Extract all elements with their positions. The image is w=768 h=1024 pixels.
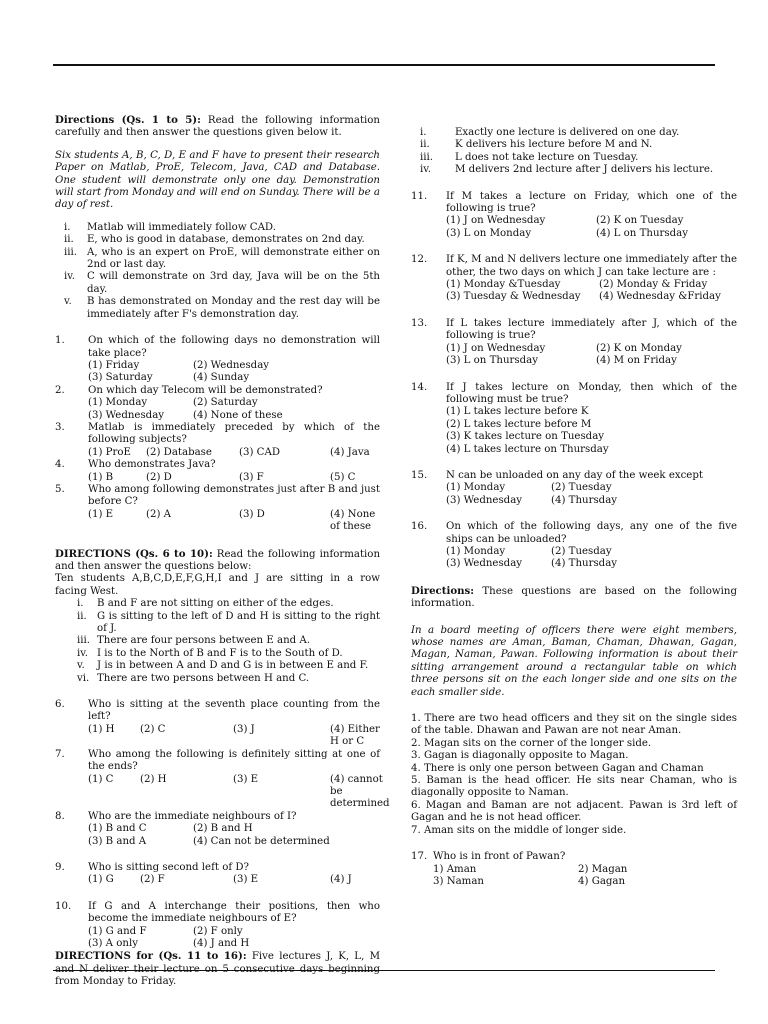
option[interactable]: (1) H bbox=[88, 723, 115, 735]
condition-item: ii. G is sitting to the left of D and H is sitting to the right of J. bbox=[77, 610, 380, 635]
condition-item: iv. I is to the North of B and F is to the South of D. bbox=[77, 647, 343, 659]
option[interactable]: (1) C bbox=[88, 773, 114, 785]
option[interactable]: (3) B and A bbox=[88, 835, 147, 847]
option[interactable]: 4) Gagan bbox=[578, 875, 626, 887]
option[interactable]: (2) F only bbox=[193, 925, 243, 937]
question-11: 11. If M takes a lecture on Friday, which one of the following is true? (1) J on Wednesday (2) K on Tuesday (3) L on Monday (4) L on Thursday bbox=[411, 190, 737, 239]
condition-item: ii. K delivers his lecture before M and N. bbox=[420, 139, 653, 151]
question-13: 13. If L takes lecture immediately after J, which of the following is true? (1) J on Wednesday (2) K on Monday (3) L on Thursday (4) M on Friday bbox=[411, 317, 737, 367]
condition-item: iii. L does not take lecture on Tuesday. bbox=[420, 151, 639, 163]
question-3: 3. Matlab is immediately preceded by which of the following subjects? (1) ProE (2) Database (3) CAD (4) Java bbox=[55, 421, 380, 458]
option[interactable]: (2) Saturday bbox=[193, 397, 258, 409]
condition-item: ii. E, who is good in database, demonstrates on 2nd day. bbox=[64, 234, 365, 246]
option[interactable]: (4) J bbox=[330, 874, 352, 886]
option[interactable]: (4) None of these bbox=[193, 409, 283, 421]
option[interactable]: (2) K on Tuesday bbox=[596, 215, 684, 227]
directions-2-line: Ten students A,B,C,D,E,F,G,H,I and J are sitting in a row facing West. bbox=[55, 573, 380, 597]
option[interactable]: (4) J and H bbox=[193, 937, 250, 949]
question-10: 10. If G and A interchange their positions, then who become the immediate neighbours of E? (1) G and F (2) F only (3) A only (4) J and H bbox=[55, 900, 380, 949]
option[interactable]: (2) H bbox=[140, 773, 167, 785]
option[interactable]: (1) ProE bbox=[88, 446, 131, 458]
option[interactable]: (1) L takes lecture before K bbox=[446, 406, 589, 418]
option[interactable]: (3) E bbox=[233, 874, 259, 886]
directions-2: DIRECTIONS (Qs. 6 to 10): Read the following information and then answer the questions below: bbox=[55, 547, 381, 572]
option[interactable]: (3) L on Thursday bbox=[446, 355, 538, 367]
option[interactable]: (1) Monday bbox=[88, 397, 148, 409]
option[interactable]: (1) J on Wednesday bbox=[446, 215, 546, 227]
option[interactable]: (3) F bbox=[239, 471, 264, 483]
option[interactable]: (4) Wednesday &Friday bbox=[599, 291, 721, 303]
question-14: 14. If J takes lecture on Monday, then which of the following must be true? (1) L takes lecture before K (2) L takes lecture before M (3) K takes lecture on Tuesday (4) L takes lecture on Thursday bbox=[411, 381, 737, 455]
condition-item: iii. There are four persons between E and A. bbox=[77, 635, 311, 647]
option[interactable]: (4) Sunday bbox=[193, 372, 250, 384]
condition-item: v. B has demonstrated on Monday and the rest day will be immediately after F's demonstration day. bbox=[64, 296, 380, 320]
option[interactable]: (1) Monday bbox=[446, 482, 506, 494]
question-4: 4. Who demonstrates Java? (1) B (2) D (3) F (5) C bbox=[55, 459, 380, 484]
option[interactable]: (1) G and F bbox=[88, 925, 147, 937]
passage-4: In a board meeting of officers there were eight members, whose names are Aman, Baman, Chaman, Dhawan, Gagan, Magan, Naman, Pawan. Following information is about their sitting arrangement around a rectangular table on which three persons sit on the each longer side and one sits on the each smaller side. bbox=[411, 624, 737, 698]
question-2: 2. On which day Telecom will be demonstrated? (1) Monday (2) Saturday (3) Wednesday (4) None of these bbox=[55, 385, 380, 422]
option[interactable]: (2) Tuesday bbox=[551, 545, 612, 557]
option[interactable]: (2) L takes lecture before M bbox=[446, 418, 592, 430]
directions-4: Directions: These questions are based on the following information. bbox=[411, 584, 737, 610]
question-6: 6. Who is sitting at the seventh place counting from the left? (1) H (2) C (3) J (4) Either H or C bbox=[55, 699, 380, 748]
option[interactable]: (1) Monday bbox=[446, 545, 506, 557]
option[interactable]: 2) Magan bbox=[578, 863, 628, 875]
option[interactable]: (2) Tuesday bbox=[551, 482, 612, 494]
option[interactable]: (2) Monday & Friday bbox=[599, 279, 708, 291]
option[interactable]: (3) E bbox=[233, 773, 259, 785]
fact-item: 3. Gagan is diagonally opposite to Magan. bbox=[411, 750, 629, 762]
option[interactable]: (4) M on Friday bbox=[596, 355, 677, 367]
bottom-rule bbox=[53, 970, 715, 971]
option[interactable]: (2) K on Monday bbox=[596, 342, 682, 354]
question-1: 1. On which of the following days no demonstration will take place? (1) Friday (2) Wednesday (3) Saturday (4) Sunday bbox=[55, 335, 380, 384]
option[interactable]: (4) L takes lecture on Thursday bbox=[446, 443, 609, 455]
option[interactable]: (3) Wednesday bbox=[446, 558, 523, 570]
option[interactable]: (3) Saturday bbox=[88, 372, 153, 384]
fact-item: 1. There are two head officers and they sit on the single sides of the table. Dhawan and Pawan are not near Aman. bbox=[411, 713, 737, 737]
condition-item: i. B and F are not sitting on either of the edges. bbox=[77, 598, 334, 610]
condition-item: iii. A, who is an expert on ProE, will demonstrate either on 2nd or last day. bbox=[64, 246, 380, 271]
facts-list bbox=[411, 713, 737, 837]
directions-1: Directions (Qs. 1 to 5): Read the following information carefully and then answer the questions given below it. bbox=[55, 114, 380, 139]
option[interactable]: (2) D bbox=[146, 471, 172, 483]
option[interactable]: (3) A only bbox=[88, 937, 138, 949]
option[interactable]: (4) None of these bbox=[330, 508, 376, 533]
question-12: 12. If K, M and N delivers lecture one immediately after the other, the two days on which J can take lecture are : (1) Monday &Tuesday (2) Monday & Friday (3) Tuesday & Wednesday (4) Wednesday &Friday bbox=[411, 254, 737, 303]
question-16: 16. On which of the following days, any one of the five ships can be unloaded? (1) Monday (2) Tuesday (3) Wednesday (4) Thursday bbox=[411, 521, 737, 570]
option[interactable]: 3) Naman bbox=[433, 875, 484, 887]
question-7: 7. Who among the following is definitely sitting at one of the ends? (1) C (2) H (3) E (4) cannot be determined bbox=[55, 748, 390, 810]
option[interactable]: (4) Thursday bbox=[551, 558, 618, 570]
question-15: 15. N can be unloaded on any day of the week except (1) Monday (2) Tuesday (3) Wednesday (4) Thursday bbox=[411, 470, 737, 507]
question-5: 5. Who among following demonstrates just after B and just before C? (1) E (2) A (3) D (4) None of these bbox=[55, 483, 380, 533]
option[interactable]: (3) Wednesday bbox=[446, 494, 523, 506]
option[interactable]: (3) L on Monday bbox=[446, 227, 532, 239]
option[interactable]: (2) B and H bbox=[193, 823, 253, 835]
question-17: 17. Who is in front of Pawan? 1) Aman 2) Magan 3) Naman 4) Gagan bbox=[411, 851, 737, 888]
condition-item: i. Exactly one lecture is delivered on one day. bbox=[420, 127, 680, 138]
condition-item: iv. M delivers 2nd lecture after J delivers his lecture. bbox=[420, 164, 714, 176]
condition-item: vi. There are two persons between H and C. bbox=[77, 672, 310, 684]
option[interactable]: (1) J on Wednesday bbox=[446, 342, 546, 354]
option[interactable]: (1) Monday &Tuesday bbox=[446, 279, 561, 291]
option[interactable]: (3) Wednesday bbox=[88, 409, 165, 421]
question-8: 8. Who are the immediate neighbours of I? (1) B and C (2) B and H (3) B and A (4) Can not be determined bbox=[55, 811, 380, 848]
option[interactable]: (4) Either H or C bbox=[330, 723, 380, 748]
fact-item: 4. There is only one person between Gagan and Chaman bbox=[411, 762, 704, 774]
conditions-3 bbox=[411, 127, 737, 177]
option[interactable]: (3) J bbox=[233, 723, 255, 735]
option[interactable]: (2) F bbox=[140, 874, 165, 886]
top-rule bbox=[53, 64, 715, 66]
option[interactable]: (2) Database bbox=[146, 446, 212, 458]
condition-item: v. J is in between A and D and G is in between E and F. bbox=[77, 660, 369, 672]
directions-3: DIRECTIONS for (Qs. 11 to 16): Five lectures J, K, L, M from Monday to Friday. bbox=[55, 950, 380, 988]
option[interactable]: (2) C bbox=[140, 723, 166, 735]
option[interactable]: (5) C bbox=[330, 471, 356, 483]
option[interactable]: (4) cannot be determined bbox=[330, 773, 390, 810]
fact-item: 7. Aman sits on the middle of longer side. bbox=[411, 824, 627, 836]
conditions-2 bbox=[55, 598, 380, 685]
left-column bbox=[55, 114, 390, 989]
question-9: 9. Who is sitting second left of D? (1) G (2) F (3) E (4) J bbox=[55, 862, 380, 887]
option[interactable]: (1) Friday bbox=[88, 359, 140, 371]
conditions-1 bbox=[55, 222, 380, 321]
option[interactable]: (1) B bbox=[88, 471, 114, 483]
option[interactable]: (4) Thursday bbox=[551, 494, 618, 506]
option[interactable]: (3) Tuesday & Wednesday bbox=[446, 291, 581, 303]
option[interactable]: (4) Can not be determined bbox=[193, 835, 330, 847]
option[interactable]: (3) D bbox=[239, 508, 265, 520]
fact-item: 6. Magan and Baman are not adjacent. Pawan is 3rd left of Gagan and he is not head officer. bbox=[411, 799, 737, 824]
passage-1: Six students A, B, C, D, E and F have to present their research Paper on Matlab, ProE, Telecom, Java, CAD and Database. One student will demonstrate only one day. Demonstration will start from Monday and will end on Sunday. There will be a day of rest. bbox=[55, 149, 380, 211]
condition-item: i. Matlab will immediately follow CAD. bbox=[64, 221, 276, 233]
option[interactable]: (1) G bbox=[88, 874, 114, 886]
option[interactable]: (3) K takes lecture on Tuesday bbox=[446, 431, 605, 443]
fact-item: 5. Baman is the head officer. He sits near Chaman, who is diagonally opposite to Naman. bbox=[411, 775, 737, 799]
option[interactable]: (2) A bbox=[146, 508, 172, 520]
option[interactable]: (4) Java bbox=[330, 446, 370, 458]
fact-item: 2. Magan sits on the corner of the longer side. bbox=[411, 737, 652, 749]
option[interactable]: (2) Wednesday bbox=[193, 359, 270, 371]
option[interactable]: (3) CAD bbox=[239, 446, 280, 458]
right-column bbox=[411, 127, 737, 888]
option[interactable]: (1) B and C bbox=[88, 823, 147, 835]
option[interactable]: (4) L on Thursday bbox=[596, 227, 688, 239]
option[interactable]: 1) Aman bbox=[433, 863, 477, 875]
option[interactable]: (1) E bbox=[88, 508, 114, 520]
condition-item: iv. C will demonstrate on 3rd day, Java will be on the 5th day. bbox=[64, 271, 380, 295]
